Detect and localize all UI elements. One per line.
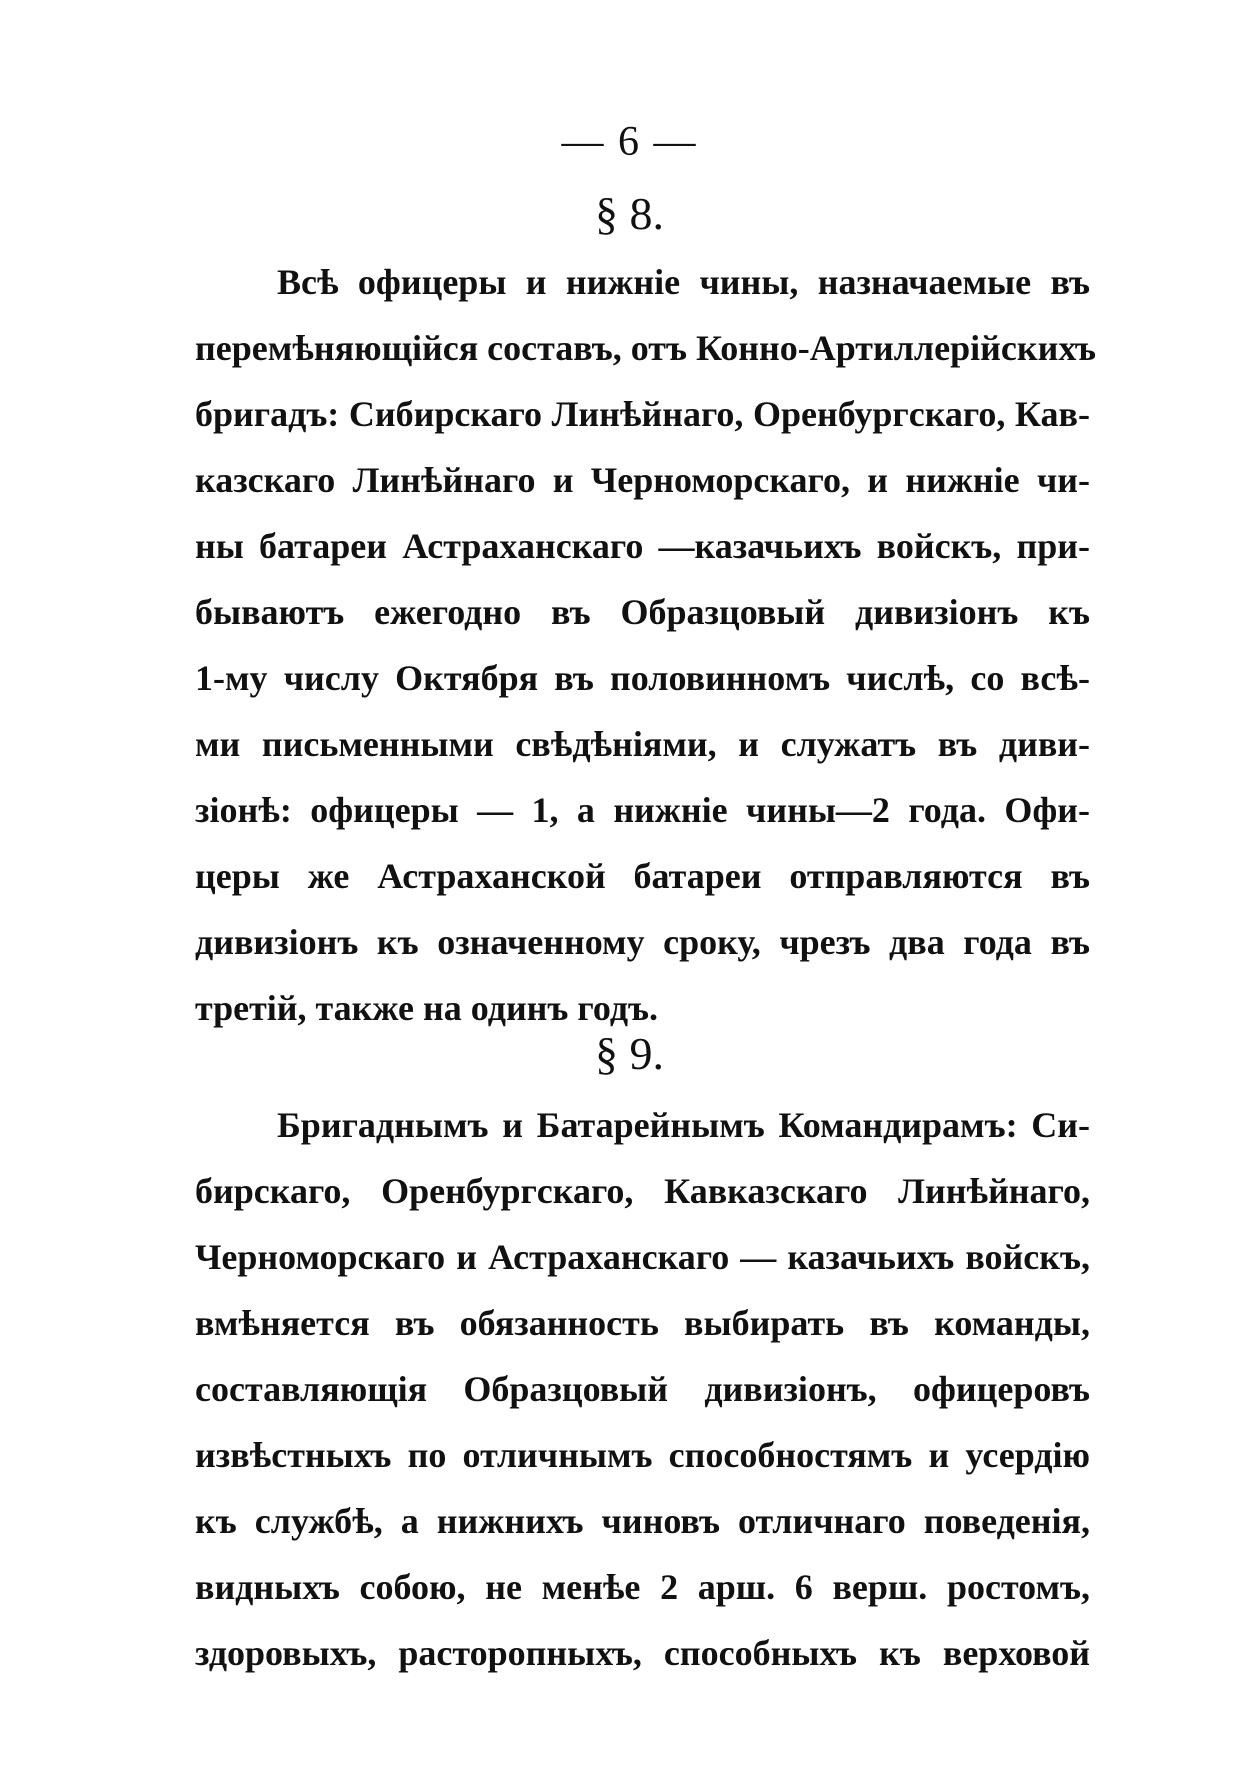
page-number: — 6 —: [561, 119, 698, 165]
section-8-paragraph: [195, 249, 1096, 1041]
section-9-paragraph: [195, 1092, 1090, 1686]
text-line: 1-му числу Октября въ половинномъ числѣ, со всѣ-: [195, 658, 1090, 698]
text-line: церы же Астраханской батареи отправляются въ: [195, 856, 1090, 896]
text-line: составляющія Образцовый дивизіонъ, офицеровъ: [195, 1369, 1090, 1409]
text-line: вмѣняется въ обязанность выбирать въ команды,: [195, 1303, 1090, 1343]
text-line: здоровыхъ, расторопныхъ, способныхъ къ верховой: [195, 1633, 1090, 1673]
text-line: къ службѣ, а нижнихъ чиновъ отличнаго поведенія,: [195, 1501, 1090, 1541]
text-line: зіонѣ: офицеры — 1, а нижніе чины—2 года. Офи-: [195, 790, 1090, 830]
text-line: Черноморскаго и Астраханскаго — казачьихъ войскъ,: [195, 1237, 1090, 1277]
text-line: ны батареи Астраханскаго —казачьихъ войскъ, при-: [195, 526, 1090, 566]
text-line: казскаго Линѣйнаго и Черноморскаго, и нижніе чи-: [195, 460, 1090, 500]
text-line: Бригаднымъ и Батарейнымъ Командирамъ: Си-: [277, 1105, 1090, 1145]
text-line: видныхъ собою, не менѣе 2 арш. 6 верш. ростомъ,: [195, 1567, 1090, 1607]
text-line: извѣстныхъ по отличнымъ способностямъ и усердію: [195, 1435, 1090, 1475]
text-line: бываютъ ежегодно въ Образцовый дивизіонъ къ: [195, 592, 1090, 632]
text-line: третій, также на одинъ годъ.: [195, 988, 659, 1028]
text-line: перемѣняющійся составъ, отъ Конно-Артиллерійскихъ: [195, 328, 1096, 368]
text-line: дивизіонъ къ означенному сроку, чрезъ два года въ: [195, 922, 1090, 962]
text-line: бригадъ: Сибирскаго Линѣйнаго, Оренбургскаго, Кав-: [195, 394, 1090, 434]
section-9-heading: § 9.: [595, 1028, 664, 1079]
text-line: ми письменными свѣдѣніями, и служатъ въ диви-: [195, 724, 1090, 764]
text-line: бирскаго, Оренбургскаго, Кавказскаго Линѣйнаго,: [195, 1171, 1090, 1211]
text-line: Всѣ офицеры и нижніе чины, назначаемые въ: [277, 262, 1090, 302]
section-8-heading: § 8.: [595, 188, 664, 239]
